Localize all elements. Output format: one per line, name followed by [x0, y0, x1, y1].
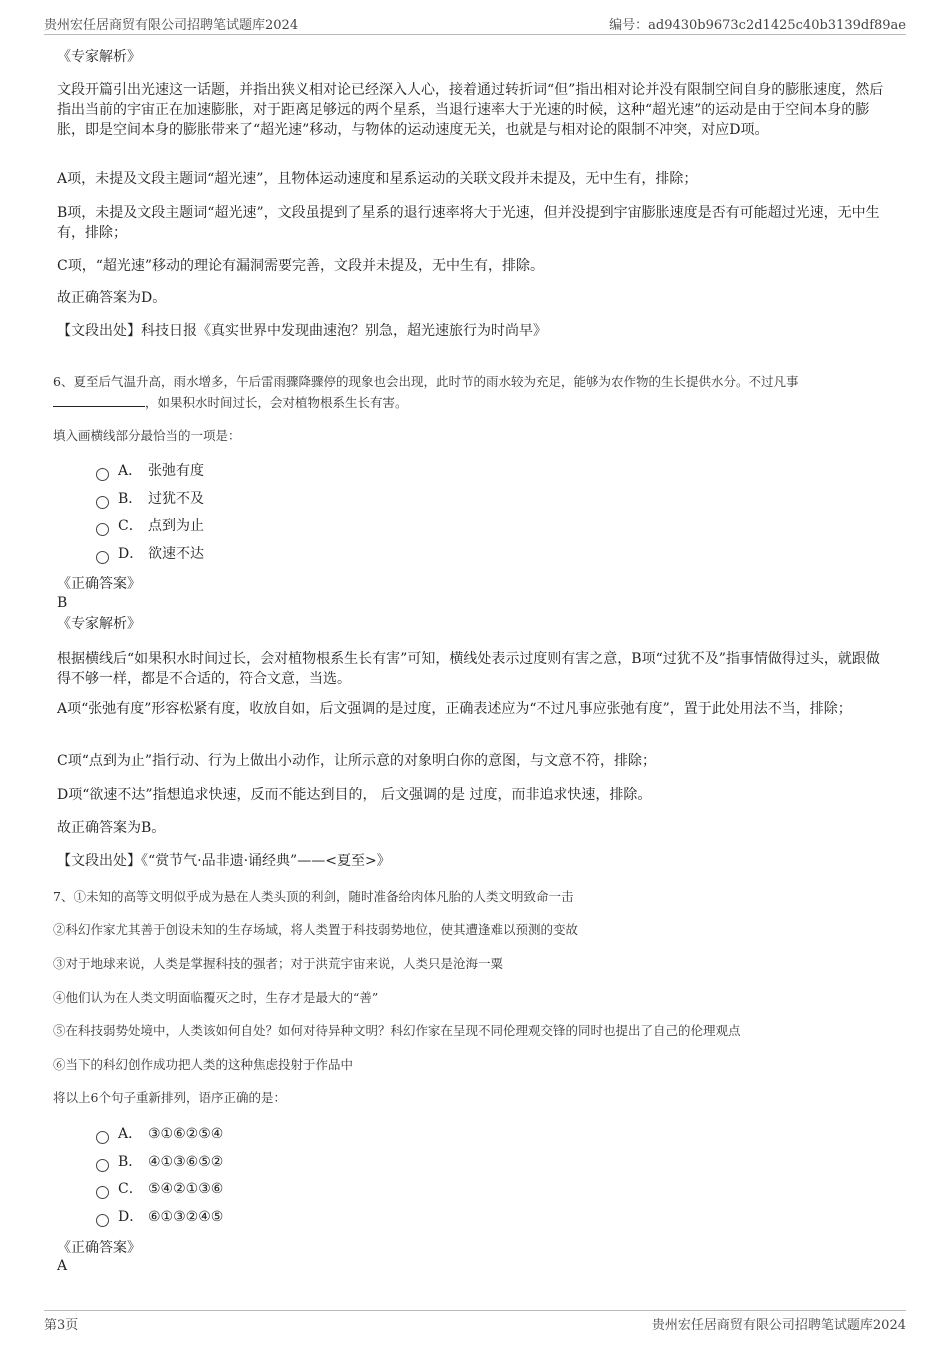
option-text: 欲速不达 [148, 546, 204, 562]
q7-answer: A [57, 1258, 68, 1274]
q6-answer: B [57, 595, 68, 611]
q7-sentence-1: 7、①未知的高等文明似乎成为悬在人类头顶的利剑，随时准备给肉体凡胎的人类文明致命一击 [53, 889, 574, 904]
q5-analysis-option-a: A项，未提及文段主题词“超光速”，且物体运动速度和星系运动的关联文段并未提及，无中生有，排除； [57, 171, 698, 187]
option-text: ④①③⑥⑤② [148, 1154, 224, 1170]
q6-stem-after: ，如果积水时间过长，会对植物根系生长有害。 [145, 395, 408, 410]
q6-blank [53, 392, 145, 407]
option-text: 张弛有度 [148, 463, 204, 479]
q6-analysis-title: 《专家解析》 [57, 616, 141, 632]
q7-option-b[interactable] [96, 1152, 223, 1172]
radio-icon[interactable] [96, 1159, 109, 1172]
option-letter: D． [118, 546, 144, 562]
q6-analysis-paragraph: 根据横线后“如果积水时间过长，会对植物根系生长有害”可知，横线处表示过度则有害之意，B项“过犹不及”指事情做得过头，就跟做得不够一样，都是不合适的，符合文意，当选。 [57, 651, 880, 687]
option-letter: A． [118, 1126, 143, 1142]
option-letter: A． [118, 463, 143, 479]
option-text: 点到为止 [148, 518, 204, 534]
q6-analysis-option-d: D项“欲速不达”指想追求快速，反而不能达到目的， 后文强调的是 过度，而非追求快速，排除。 [57, 787, 652, 803]
option-letter: D． [118, 1209, 144, 1225]
q5-source: 【文段出处】科技日报《真实世界中发现曲速泡？别急，超光速旅行为时尚早》 [57, 323, 547, 339]
q7-prompt: 将以上6个句子重新排列，语序正确的是： [53, 1090, 286, 1105]
radio-icon[interactable] [96, 496, 109, 509]
footer-title: 贵州宏任居商贸有限公司招聘笔试题库2024 [651, 1318, 906, 1333]
radio-icon[interactable] [96, 523, 109, 536]
q7-sentence-6: ⑥当下的科幻创作成功把人类的这种焦虑投射于作品中 [53, 1057, 354, 1072]
q7-sentence-2: ②科幻作家尤其善于创设未知的生存场域，将人类置于科技弱势地位，使其遭逢难以预测的变故 [53, 922, 579, 937]
option-text: ⑤④②①③⑥ [148, 1181, 224, 1197]
q6-analysis-option-a: A项“张弛有度”形容松紧有度，收放自如，后文强调的是过度，正确表述应为“不过凡事应张弛有度”，置于此处用法不当，排除； [57, 701, 852, 717]
q6-answer-title: 《正确答案》 [57, 576, 141, 592]
option-text: ⑥①③②④⑤ [148, 1209, 224, 1225]
q7-sentence-5: ⑤在科技弱势处境中，人类该如何自处？如何对待异种文明？科幻作家在呈现不同伦理观交锋的同时也提出了自己的伦理观点 [53, 1023, 741, 1038]
option-letter: C． [118, 518, 143, 534]
q6-option-a[interactable] [96, 461, 204, 481]
q6-conclusion: 故正确答案为B。 [57, 820, 166, 836]
option-text: 过犹不及 [148, 491, 204, 507]
q7-option-d[interactable] [96, 1207, 223, 1227]
q6-analysis-option-c: C项“点到为止”指行动、行为上做出小动作，让所示意的对象明白你的意图，与文意不符，排除； [57, 753, 657, 769]
radio-icon[interactable] [96, 1131, 109, 1144]
q5-conclusion: 故正确答案为D。 [57, 290, 167, 306]
header-title: 贵州宏任居商贸有限公司招聘笔试题库2024 [44, 18, 299, 33]
q6-option-c[interactable] [96, 516, 204, 536]
q7-option-a[interactable] [96, 1124, 223, 1144]
option-letter: B． [118, 1154, 143, 1170]
q5-analysis-option-c: C项，“超光速”移动的理论有漏洞需要完善，文段并未提及，无中生有，排除。 [57, 258, 545, 274]
q7-answer-title: 《正确答案》 [57, 1240, 141, 1256]
header-doc-id: 编号：ad9430b9673c2d1425c40b3139df89ae [609, 18, 906, 33]
q5-analysis-title: 《专家解析》 [57, 49, 141, 65]
q6-option-b[interactable] [96, 489, 204, 509]
q6-stem-before: 6、夏至后气温升高，雨水增多，午后雷雨骤降骤停的现象也会出现，此时节的雨水较为充足，能够为农作物的生长提供水分。不过凡事 [53, 374, 799, 389]
radio-icon[interactable] [96, 468, 109, 481]
option-letter: B． [118, 491, 143, 507]
option-text: ③①⑥②⑤④ [148, 1126, 224, 1142]
page-footer [44, 1310, 906, 1333]
q6-option-d[interactable] [96, 544, 204, 564]
radio-icon[interactable] [96, 1214, 109, 1227]
q6-stem [53, 371, 893, 413]
q5-analysis-option-b: B项，未提及文段主题词“超光速”，文段虽提到了星系的退行速率将大于光速，但并没提到宇宙膨胀速度是否有可能超过光速，无中生有，排除； [57, 205, 880, 241]
radio-icon[interactable] [96, 1186, 109, 1199]
option-letter: C． [118, 1181, 143, 1197]
footer-page-number: 第3页 [44, 1318, 79, 1333]
q6-prompt: 填入画横线部分最恰当的一项是： [53, 428, 241, 443]
q6-source: 【文段出处】《“赏节气·品非遗·诵经典”——<夏至>》 [57, 853, 391, 869]
q7-sentence-3: ③对于地球来说，人类是掌握科技的强者；对于洪荒宇宙来说，人类只是沧海一粟 [53, 956, 504, 971]
q7-sentence-4: ④他们认为在人类文明面临覆灭之时，生存才是最大的“善” [53, 990, 379, 1005]
q7-option-c[interactable] [96, 1179, 223, 1199]
q5-analysis-paragraph: 文段开篇引出光速这一话题，并指出狭义相对论已经深入人心，接着通过转折词“但”指出相对论并没有限制空间自身的膨胀速度，然后指出当前的宇宙正在加速膨胀，对于距离足够远的两个星系，当退行速率大于光速的时候，这种“超光速”的运动是由于空间本身的膨胀，即是空间本身的膨胀带来了“超光速”移动，与物体的运动速度无关，也就是与相对论的限制不冲突，对应D项。 [57, 82, 884, 138]
page-header [44, 14, 906, 35]
radio-icon[interactable] [96, 551, 109, 564]
